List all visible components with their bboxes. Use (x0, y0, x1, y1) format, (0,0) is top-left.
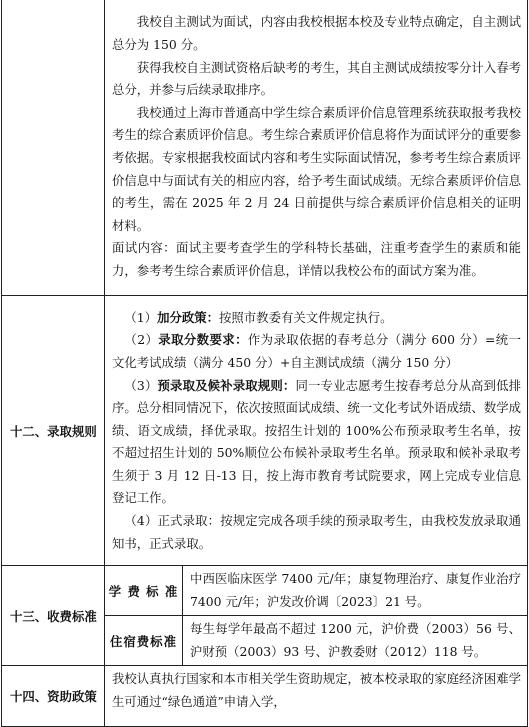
rule-item-2-prefix: （2） (124, 332, 159, 348)
rule-item-3-prefix: （3） (124, 377, 158, 393)
rule-item-4: （4）正式录取：按规定完成各项手续的预录取考生，由我校发放录取通知书，正式录取。 (112, 513, 521, 551)
section-14-text: 我校认真执行国家和本市相关学生资助规定，被本校录取的家庭经济困难学生可通过“绿色通道”申请入学， (105, 666, 528, 727)
section-11-paragraph: 我校通过上海市普通高中学生综合素质评价信息管理系统获取报考我校考生的综合素质评价信息。考生综合素质评价信息将作为面试评分的重要参考依据。专家根据我校面试内容和考生实际面试情况，参考考生综合素质评价信息中与面试有关的相应内容，给予考生面试成绩。无综合素质评价信息的考生，需在 2025 年 2 月 24 日前提供与综合素质评价信息相关的证明材料。 (112, 104, 521, 233)
rule-item-1-text: 按照市教委有关文件规定执行。 (219, 309, 393, 325)
tuition-text: 中西医临床医学 7400 元/年；康复物理治疗、康复作业治疗 7400 元/年；沪发改价调〔2023〕21 号。 (183, 566, 528, 616)
section-14-title: 十四、资助政策 (2, 666, 105, 727)
rule-item-1-prefix: （1） (124, 309, 158, 325)
section-11-row (2, 0, 528, 296)
section-12-row (2, 296, 528, 566)
section-11-header-cell (2, 0, 105, 296)
section-11-paragraph: 面试内容：面试主要考查学生的学科特长基础，注重考查学生的素质和能力，参考考生综合素质评价信息，详情以我校公布的面试方案为准。 (112, 240, 521, 278)
rule-item-2-label: 录取分数要求： (158, 332, 248, 348)
lodging-text: 每生每学年最高不超过 1200 元，沪价费（2003）56 号、沪财预（2003）93 号、沪教委财（2012）118 号。 (183, 616, 528, 666)
section-13-title: 十三、收费标准 (2, 566, 105, 666)
rule-item-2-text: 作为录取依据的春考总分（满分 600 分）=统一文化考试成绩（满分 450 分）+自主测试成绩（满分 150 分） (112, 332, 521, 370)
section-11-paragraph: 我校自主测试为面试，内容由我校根据本校及专业特点确定，自主测试总分为 150 分。 (112, 14, 521, 53)
section-12-title: 十二、录取规则 (2, 296, 105, 566)
section-12-content (105, 296, 528, 566)
rule-item-3-label: 预录取及候补录取规则： (157, 377, 296, 393)
section-14-row (2, 666, 528, 727)
tuition-row (2, 566, 528, 616)
tuition-label: 学 费 标 准 (105, 566, 183, 616)
section-11-paragraph: 获得我校自主测试资格后缺考的考生，其自主测试成绩按零分计入春考总分，并参与后续录取排序。 (112, 59, 521, 98)
lodging-label: 住宿费标准 (105, 616, 183, 666)
rule-item-1-label: 加分政策： (157, 309, 220, 325)
rule-item-1 (112, 307, 521, 330)
section-11-content (105, 0, 528, 296)
admission-table (1, 0, 528, 727)
rule-item-2 (112, 329, 521, 374)
rule-item-3-text: 同一专业志愿考生按春考总分从高到低排序。总分相同情况下，依次按照面试成绩、统一文化考试外语成绩、数学成绩、语文成绩，择优录取。按招生计划的 100%公布预录取考生名单，按不超过招生计划的 50%顺位公布候补录取考生名单。预录取和候补录取考生须于 3 月 12 日-13 日，按上海市教育考试院要求，网上完成专业信息登记工作。 (112, 377, 522, 506)
rule-item-3 (112, 375, 521, 511)
